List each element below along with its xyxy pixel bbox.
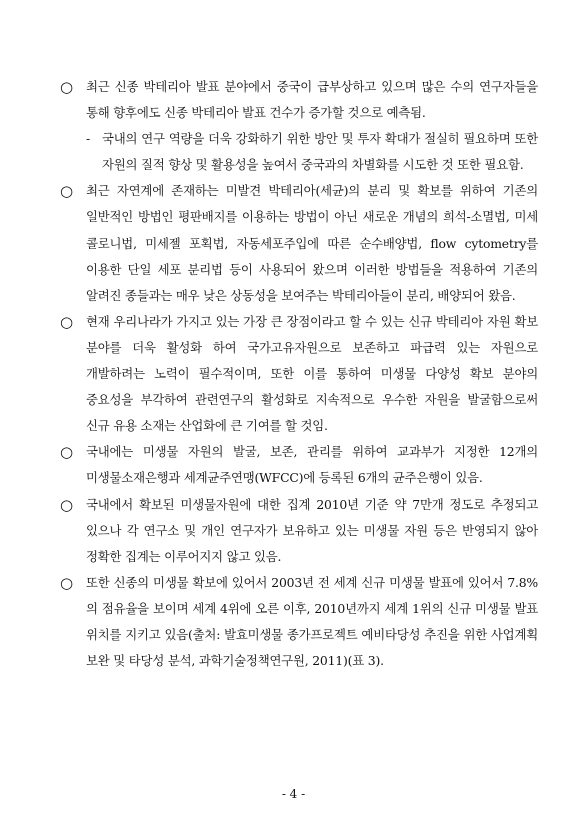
page-number: - 4 - xyxy=(281,787,306,801)
paragraph-korea-strength xyxy=(60,309,538,439)
circle-bullet-icon: ○ xyxy=(60,312,73,331)
paragraph-isolation-methods xyxy=(60,178,538,308)
circle-bullet-icon: ○ xyxy=(60,443,73,462)
paragraph-text: 최근 자연계에 존재하는 미발견 박테리아(세균)의 분리 및 확보를 위하여 기존의 일반적인 방법인 평판배지를 이용하는 방법이 아닌 새로운 개념의 희석-소멸법, 미세 콜로니법, 미세젤 포획법, 자동세포주입에 따른 순수배양법, flow cytometry를 이용한 단일 세포 분리법 등이 사용되어 왔으며 이러한 방법들을 적용하여 기존의 알려진 종들과는 매우 낮은 상동성을 보여주는 박테리아들이 분리, 배양되어 왔음. xyxy=(86,183,538,303)
paragraph-text: 국내에는 미생물 자원의 발굴, 보존, 관리를 위하여 교과부가 지정한 12개의 미생물소재은행과 세계균주연맹(WFCC)에 등록된 6개의 균주은행이 있음. xyxy=(86,444,538,486)
document-body xyxy=(60,74,538,674)
paragraph-text: 또한 신종의 미생물 확보에 있어서 2003년 전 세계 신규 미생물 발표에 있어서 7.8%의 점유율을 보이며 세계 4위에 오른 이후, 2010년까지 세계 1위의 신규 미생물 발표 위치를 지키고 있음(출처: 발효미생물 종가프로젝트 예비타당성 추진을 위한 사업계획 보완 및 타당성 분석, 과학기술정책연구원, 2011)(표 3). xyxy=(86,574,538,669)
paragraph-text: 국내에서 확보된 미생물자원에 대한 집계 2010년 기준 약 7만개 정도로 추정되고 있으나 각 연구소 및 개인 연구자가 보유하고 있는 미생물 자원 등은 반영되지 않아 정확한 집계는 이루어지지 않고 있음. xyxy=(86,496,538,564)
circle-bullet-icon: ○ xyxy=(60,573,73,592)
circle-bullet-icon: ○ xyxy=(60,182,73,201)
circle-bullet-icon: ○ xyxy=(60,495,73,514)
sub-paragraph-text: 국내의 연구 역량을 더욱 강화하기 위한 방안 및 투자 확대가 절실히 필요하며 또한 자원의 질적 향상 및 활용성을 높여서 중국과의 차별화를 시도한 것 또한 필요함. xyxy=(102,131,538,173)
paragraph-resource-count xyxy=(60,492,538,570)
paragraph-text: 현재 우리나라가 가지고 있는 가장 큰 장점이라고 할 수 있는 신규 박테리아 자원 확보 분야를 더욱 활성화 하여 국가고유자원으로 보존하고 파급력 있는 자원으로 개발하려는 노력이 필수적이며, 또한 이를 통하여 미생물 다양성 확보 분야의 중요성을 부각하여 관련연구의 활성화로 지속적으로 우수한 자원을 발굴함으로써 신규 유용 소재는 산업화에 큰 기여를 할 것임. xyxy=(86,313,538,434)
paragraph-world-ranking xyxy=(60,570,538,674)
paragraph-china-bacteria xyxy=(60,74,538,126)
paragraph-text: 최근 신종 박테리아 발표 분야에서 중국이 급부상하고 있으며 많은 수의 연구자들을 통해 향후에도 신종 박테리아 발표 건수가 증가할 것으로 예측됨. xyxy=(86,79,538,121)
sub-paragraph-domestic-capacity xyxy=(60,126,538,178)
paragraph-culture-banks xyxy=(60,439,538,491)
dash-bullet-icon: - xyxy=(86,131,90,147)
circle-bullet-icon: ○ xyxy=(60,78,73,96)
